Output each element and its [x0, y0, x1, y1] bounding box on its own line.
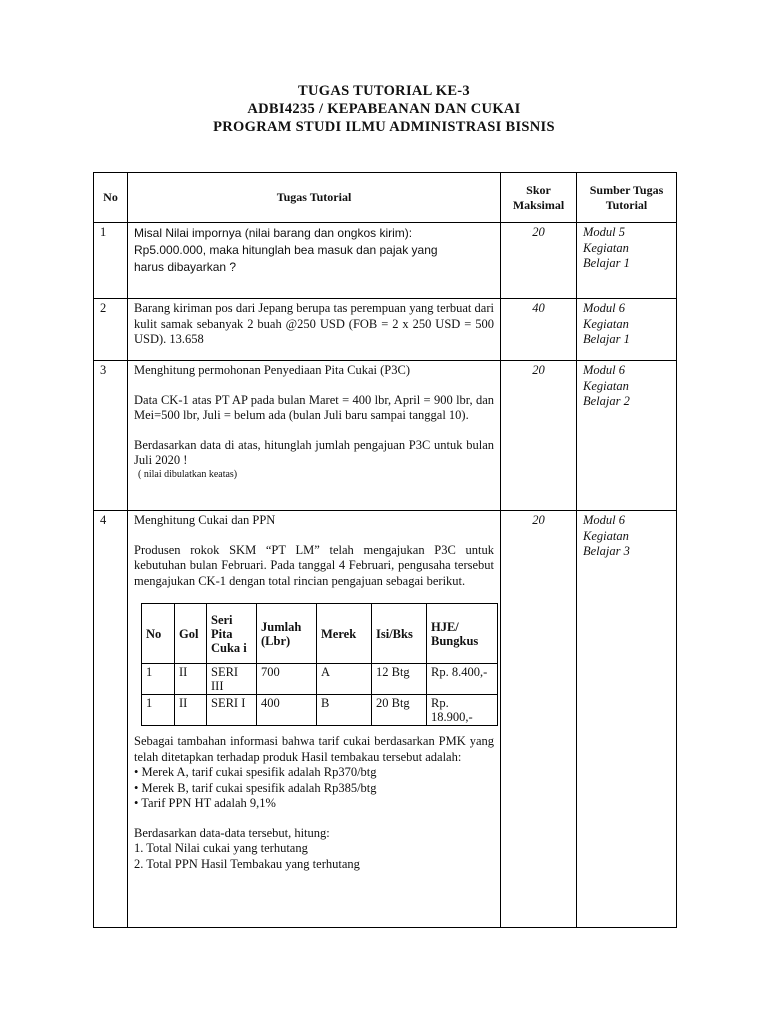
task-line: Rp5.000.000, maka hitunglah bea masuk dan pajak yang	[134, 243, 438, 257]
inner-cell-hje: Rp. 18.900,-	[427, 695, 498, 726]
table-row	[94, 223, 677, 299]
inner-header-no: No	[142, 604, 175, 664]
task-note: ( nilai dibulatkan keatas)	[138, 468, 238, 480]
ck1-detail-table	[141, 603, 498, 726]
header-course: ADBI4235 / KEPABEANAN DAN CUKAI	[247, 101, 521, 117]
source-cell	[577, 299, 677, 361]
column-header-skor: Skor Maksimal	[501, 173, 577, 223]
source-line: Modul 6	[583, 301, 626, 315]
task-line: harus dibayarkan ?	[134, 260, 237, 274]
inner-cell-gol: II	[175, 695, 207, 726]
task-paragraph: Data CK-1 atas PT AP pada bulan Maret = 400 lbr, April = 900 lbr, dan Mei=500 lbr, Juli = belum ada (bulan Juli baru sampai tanggal 10).	[134, 392, 494, 422]
source-line: Modul 6	[583, 513, 626, 527]
inner-cell-jumlah: 700	[257, 664, 317, 695]
source-line: Modul 5	[583, 225, 626, 239]
column-header-no: No	[94, 173, 128, 223]
task-text: Barang kiriman pos dari Jepang berupa tas perempuan yang terbuat dari kulit samak sebanyak 2 buah @250 USD (FOB = 2 x 250 USD = 500 USD). 13.658	[134, 301, 494, 346]
score-cell: 40	[501, 299, 577, 361]
question-item: 2. Total PPN Hasil Tembakau yang terhutang	[134, 856, 360, 871]
tariff-list	[134, 765, 494, 812]
inner-cell-isi: 20 Btg	[372, 695, 427, 726]
score-cell: 20	[501, 511, 577, 928]
source-cell	[577, 511, 677, 928]
task-cell	[128, 223, 501, 299]
header-title: TUGAS TUTORIAL KE-3	[298, 83, 470, 99]
row-number: 3	[94, 361, 128, 511]
row-number: 4	[94, 511, 128, 928]
source-line: Kegiatan	[583, 528, 629, 543]
table-row	[94, 299, 677, 361]
task-cell	[128, 299, 501, 361]
inner-table-row	[142, 695, 498, 726]
tariff-item: • Tarif PPN HT adalah 9,1%	[134, 796, 276, 810]
inner-header-jumlah: Jumlah (Lbr)	[257, 604, 317, 664]
source-line: Belajar 3	[583, 544, 630, 558]
score-cell: 20	[501, 361, 577, 511]
source-line: Belajar 2	[583, 394, 630, 408]
row-number: 2	[94, 299, 128, 361]
inner-cell-seri: SERI III	[207, 664, 257, 695]
inner-header-isi: Isi/Bks	[372, 604, 427, 664]
score-cell: 20	[501, 223, 577, 299]
question-item: 1. Total Nilai cukai yang terhutang	[134, 841, 308, 855]
column-header-sumber: Sumber Tugas Tutorial	[577, 173, 677, 223]
task-line: Misal Nilai impornya (nilai barang dan ongkos kirim):	[134, 226, 413, 240]
task-cell	[128, 511, 501, 928]
source-line: Modul 6	[583, 363, 626, 377]
tutorial-task-table	[93, 172, 677, 928]
task-title: Menghitung Cukai dan PPN	[134, 513, 276, 527]
source-line: Kegiatan	[583, 378, 629, 393]
source-line: Belajar 1	[583, 256, 630, 270]
document-header	[0, 82, 768, 136]
inner-cell-no: 1	[142, 695, 175, 726]
inner-cell-hje: Rp. 8.400,-	[427, 664, 498, 695]
source-line: Kegiatan	[583, 240, 629, 255]
task-paragraph: Berdasarkan data di atas, hitunglah jumlah pengajuan P3C untuk bulan Juli 2020 !	[134, 437, 494, 467]
inner-header-seri: Seri Pita Cuka i	[207, 604, 257, 664]
task-title: Menghitung permohonan Penyediaan Pita Cukai (P3C)	[134, 363, 411, 377]
inner-cell-seri: SERI I	[207, 695, 257, 726]
source-cell	[577, 361, 677, 511]
inner-header-row	[142, 604, 498, 664]
inner-cell-isi: 12 Btg	[372, 664, 427, 695]
task-paragraph: Berdasarkan data-data tersebut, hitung:	[134, 825, 330, 840]
task-paragraph: Produsen rokok SKM “PT LM” telah mengajukan P3C untuk kebutuhan bulan Februari. Pada tanggal 4 Februari, pengusaha tersebut mengajukan CK-1 dengan total rincian pengajuan sebagai berikut.	[134, 542, 494, 588]
header-program: PROGRAM STUDI ILMU ADMINISTRASI BISNIS	[213, 119, 555, 135]
inner-table-row	[142, 664, 498, 695]
tariff-item: • Merek A, tarif cukai spesifik adalah Rp370/btg	[134, 765, 377, 779]
inner-header-merek: Merek	[317, 604, 372, 664]
inner-cell-jumlah: 400	[257, 695, 317, 726]
inner-cell-merek: A	[317, 664, 372, 695]
task-paragraph: Sebagai tambahan informasi bahwa tarif cukai berdasarkan PMK yang telah ditetapkan terhadap produk Hasil tembakau tersebut adalah:	[134, 734, 494, 764]
source-line: Kegiatan	[583, 316, 629, 331]
inner-cell-no: 1	[142, 664, 175, 695]
table-row	[94, 511, 677, 928]
table-row	[94, 361, 677, 511]
task-cell	[128, 361, 501, 511]
source-line: Belajar 1	[583, 332, 630, 346]
column-header-tugas: Tugas Tutorial	[128, 173, 501, 223]
inner-cell-merek: B	[317, 695, 372, 726]
inner-header-gol: Gol	[175, 604, 207, 664]
inner-cell-gol: II	[175, 664, 207, 695]
inner-header-hje: HJE/ Bungkus	[427, 604, 498, 664]
table-header-row	[94, 173, 677, 223]
tariff-item: • Merek B, tarif cukai spesifik adalah Rp385/btg	[134, 780, 377, 795]
source-cell	[577, 223, 677, 299]
row-number: 1	[94, 223, 128, 299]
